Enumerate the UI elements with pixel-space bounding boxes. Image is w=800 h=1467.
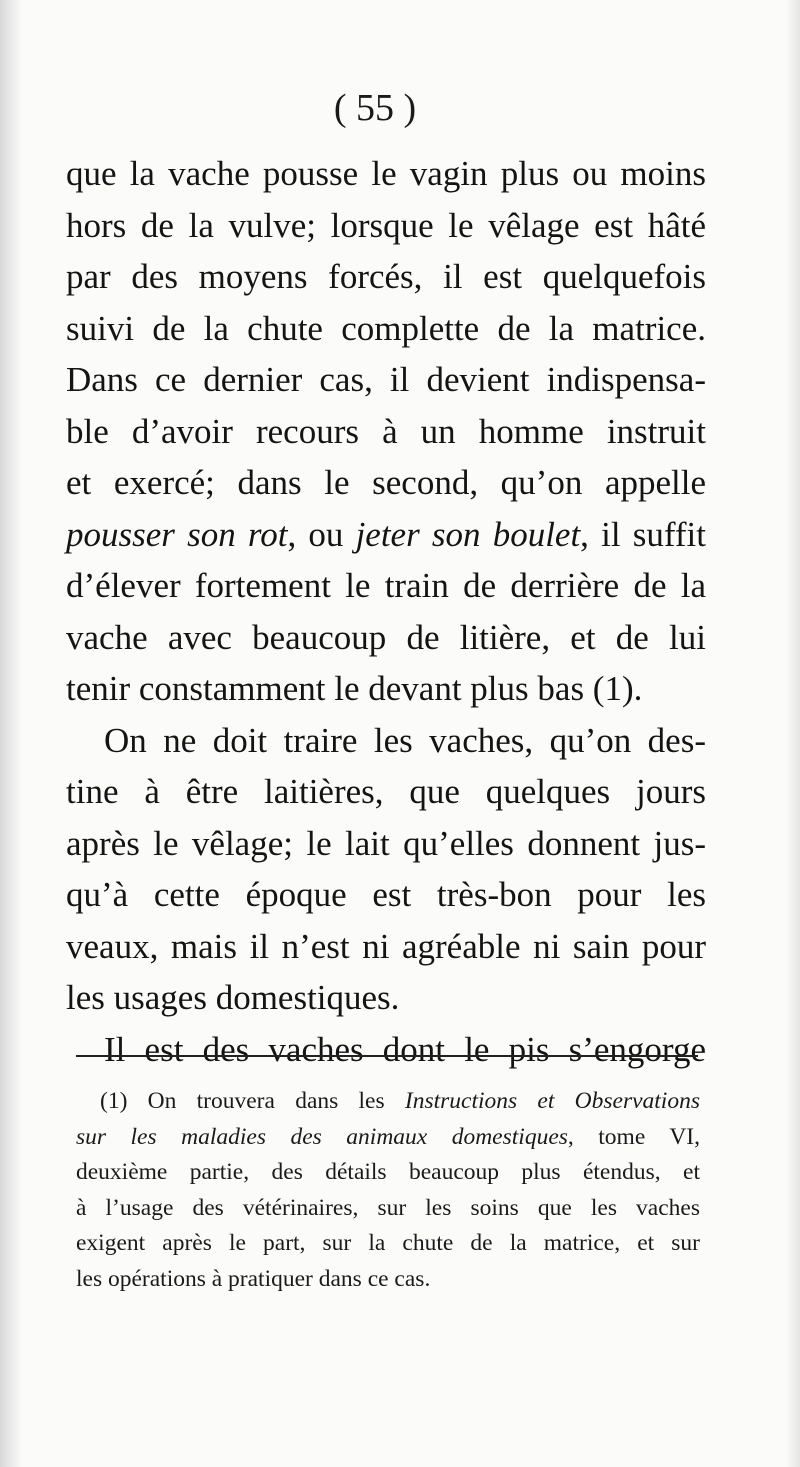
text-line: que la vache pousse le vagin plus ou moins: [66, 154, 706, 193]
text-line: les usages domestiques.: [66, 978, 400, 1017]
text-line: suivi de la chute complette de la matrice.: [66, 308, 706, 348]
text-line-italic-terms: [66, 509, 706, 561]
text-line: hors de la vulve; lorsque le vêlage est hâté: [66, 205, 706, 245]
footnote: [76, 1084, 700, 1297]
text-line-paragraph-start: Il est des vaches dont le pis s’engorge: [104, 1029, 706, 1069]
text-line: par des moyens forcés, il est quelquefois: [66, 257, 706, 296]
text-line: qu’à cette époque est très-bon pour les: [66, 875, 706, 914]
footnote-fragment: (1) On trouvera dans les: [100, 1088, 405, 1114]
footnote-line: [76, 1084, 700, 1120]
text-line: vache avec beaucoup de litière, et de lui: [66, 617, 706, 657]
main-text: [66, 148, 706, 1075]
italic-term: jeter son boulet: [355, 514, 581, 554]
text-fragment: , ou: [287, 514, 356, 554]
footnote-line: à l’usage des vétérinaires, sur les soins que les vaches: [76, 1194, 700, 1221]
footnote-divider: [76, 1055, 698, 1057]
page-gutter-shadow: [0, 0, 22, 1467]
text-line: d’élever fortement le train de derrière de la: [66, 566, 706, 605]
footnote-line: les opérations à pratiquer dans ce cas.: [76, 1265, 431, 1292]
text-line: ble d’avoir recours à un homme instruit: [66, 411, 706, 451]
footnote-fragment: , tome VI,: [567, 1123, 700, 1150]
text-line-paragraph-start: On ne doit traire les vaches, qu’on des-: [104, 720, 706, 760]
text-line: après le vêlage; le lait qu’elles donnent jus-: [66, 823, 706, 863]
footnote-line: exigent après le part, sur la chute de la matrice, et sur: [76, 1230, 700, 1256]
text-line: veaux, mais il n’est ni agréable ni sain pour: [66, 926, 706, 966]
text-line: tine à être laitières, que quelques jours: [66, 772, 706, 811]
page-edge-shadow: [786, 0, 800, 1467]
text-line: et exercé; dans le second, qu’on appelle: [66, 463, 706, 502]
page-number: ( 55 ): [333, 87, 417, 129]
footnote-line: [76, 1120, 700, 1156]
text-fragment: , il suffit: [580, 514, 706, 554]
text-line: tenir constamment le devant plus bas (1).: [66, 669, 643, 708]
italic-term: pousser son rot: [66, 514, 288, 554]
footnote-line: deuxième partie, des détails beaucoup plus étendus, et: [76, 1159, 700, 1185]
footnote-italic-title: sur les maladies des animaux domestiques: [76, 1123, 568, 1150]
text-line: Dans ce dernier cas, il devient indispensa-: [66, 360, 706, 399]
footnote-italic-title: Instructions et Observations: [404, 1088, 700, 1114]
